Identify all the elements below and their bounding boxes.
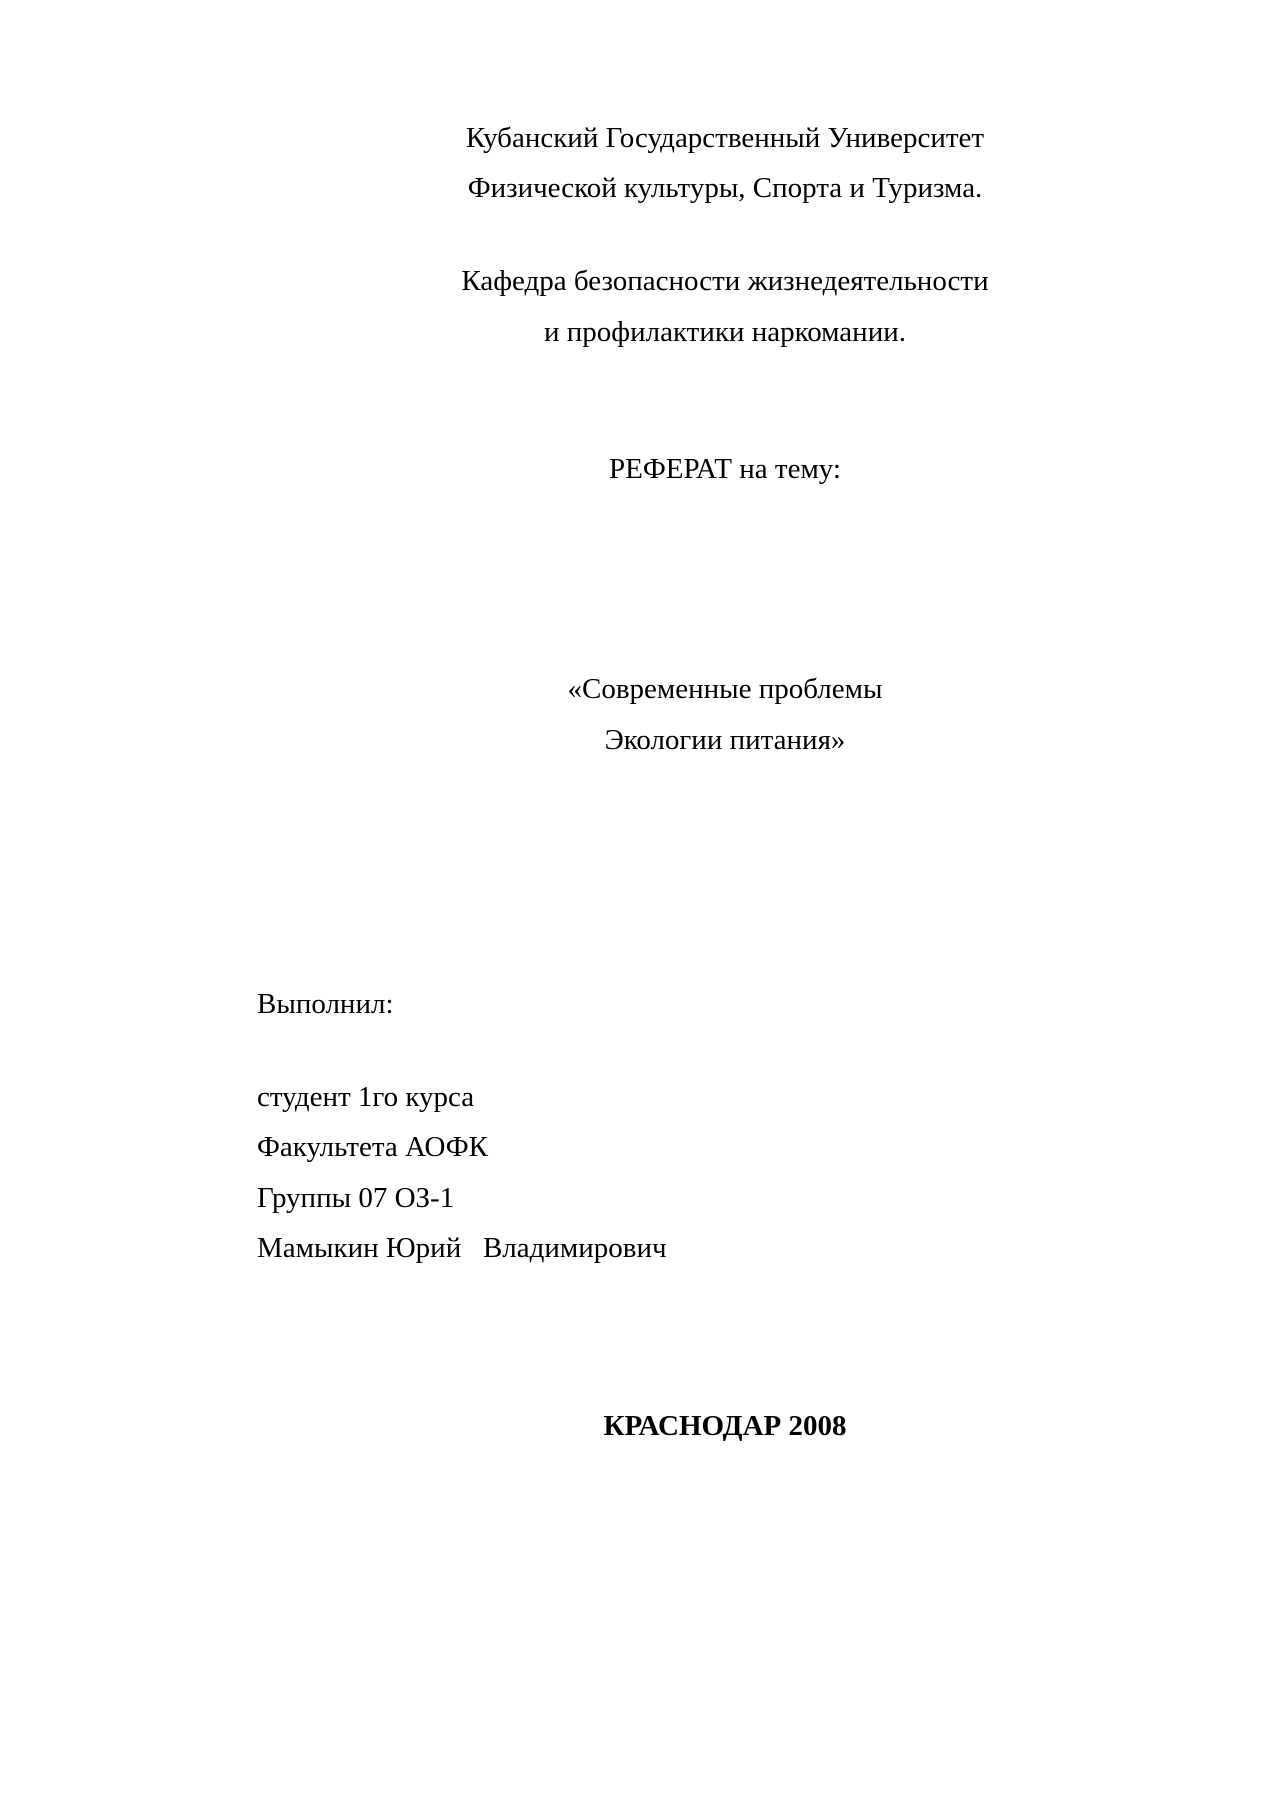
author-name: Мамыкин Юрий Владимирович (257, 1232, 667, 1264)
department-line-2: и профилактики наркомании. (544, 316, 906, 348)
topic-line-2: Экологии питания» (604, 724, 846, 756)
topic-line-1: «Современные проблемы (567, 673, 883, 705)
author-faculty: Факультета АОФК (257, 1131, 489, 1163)
city-year: КРАСНОДАР 2008 (603, 1410, 847, 1442)
university-line-2: Физической культуры, Спорта и Туризма. (467, 172, 983, 204)
university-line-1: Кубанский Государственный Университет (465, 122, 985, 154)
report-label: РЕФЕРАТ на тему: (609, 453, 841, 485)
performed-label: Выполнил: (257, 988, 394, 1020)
department-line-1: Кафедра безопасности жизнедеятельности (461, 265, 989, 297)
author-course: студент 1го курса (257, 1081, 475, 1113)
author-group: Группы 07 ОЗ-1 (257, 1182, 455, 1214)
